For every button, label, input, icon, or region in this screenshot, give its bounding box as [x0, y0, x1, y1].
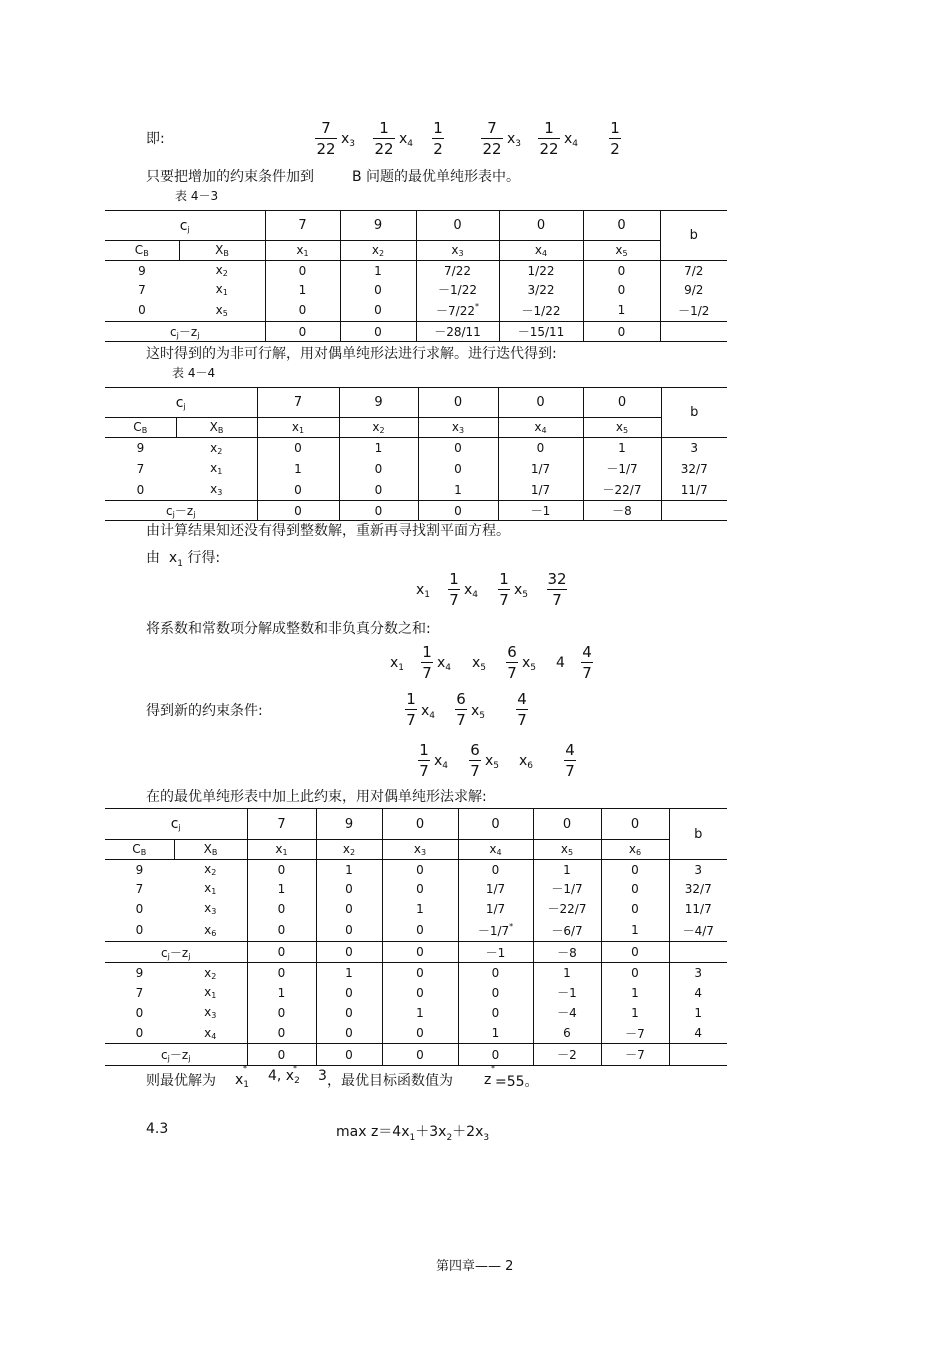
table-row: 7 $x_1$ 1 0 0 0 －1 1 4	[135, 985, 703, 1000]
table-row: 7 $x_1$ 1 0 0 1/7 －1/7 0 32/7	[135, 881, 712, 896]
var-header: $x_3$	[416, 241, 499, 261]
table-row: 0 $x_4$ 0 0 0 1 6 －7 4	[105, 1023, 727, 1044]
cz-row: $c_j-z_j$ 0 0 0 －1 －8	[105, 501, 727, 521]
table-row: 0 $x_6$ 0 0 0 －1/7* －6/7 1 －4/7	[105, 919, 727, 942]
cz-row: $c_j-z_j$ 0 0 0 0 －2 －7	[105, 1044, 727, 1066]
cj-value: 0	[499, 211, 583, 241]
paragraph: 由计算结果知还没有得到整数解，重新再寻找割平面方程。	[146, 523, 510, 539]
intro-line-a: 只要把增加的约束条件加到	[146, 169, 314, 185]
table-row: 7 $x_1$ 1 0 －1/22 3/22 0 9/2	[138, 282, 704, 297]
pivot-star: *	[509, 921, 514, 931]
paragraph: 这时得到的为非可行解，用对偶单纯形法进行求解。进行迭代得到:	[146, 346, 557, 362]
xb-header: $X_B$	[179, 241, 265, 261]
ji-label: 即:	[146, 131, 165, 147]
table-4-3-title: 表 4－3	[175, 189, 219, 203]
simplex-table-4-3	[105, 210, 727, 342]
paragraph: 得到新的约束条件:	[146, 703, 263, 719]
pivot-star: *	[474, 301, 479, 311]
cz-row: $c_j-z_j$ 0 0 0 －1 －8 0	[105, 942, 727, 963]
table-4-4-title: 表 4－4	[172, 366, 216, 380]
problem-number: 4.3	[146, 1121, 169, 1137]
simplex-table-iteration: $c_j$ 7 9 0 0 0 0 b $C_B$ $X_B$ $x_1$ $x_2$ $x_3$ $x_4$ $x_5$ $x_6$ 9 $x_2$ 0 1 0 0 1 0 3 7 $x_1$ 1 0 0 1/7 －1/7 0 32/7 0 $x_3$ 0 0 1 1/7 －22/7 0 11/7 0 $x_6$ 0 0 0 －1/7* －6/7 1 －4/7 $c_j-z_j$ 0 0 0 －1 －8 0 9 $x_2$ 0 1 0 0 1 0 3 7 $x_1$ 1 0 0 0 －1 1 4 0 $x_3$ 0 0 1 0 －4 1 1 0 $x_4$ 0 0 0 1 6 －7 4 $c_j-z_j$ 0 0 0 0 －2 －7	[105, 808, 727, 1066]
cb-header: $C_B$	[105, 241, 179, 261]
table-row: 0 $x_3$ 0 0 1 1/7 －22/7 11/7	[105, 479, 727, 501]
table-row: 0 $x_5$ 0 0 －7/22* －1/22 1 －1/2	[105, 299, 727, 322]
simplex-table-4-4: $c_j$ 7 9 0 0 0 b $C_B$ $X_B$ $x_1$ $x_2$ $x_3$ $x_4$ $x_5$ 9 $x_2$ 0 1 0 0 1 3 7 $x_1$ 1 0 0 1/7 －1/7 32/7 0 $x_3$ 0 0 1 1/7 －22/7 11/7 $c_j-z_j$ 0 0 0 －1 －8	[105, 387, 727, 521]
var-header: $x_4$	[499, 241, 583, 261]
cz-row: $c_j-z_j$ 0 0 －28/11 －15/11 0	[105, 322, 727, 342]
table-row: 9 $x_2$ 0 1 7/22 1/22 0 7/2	[105, 261, 727, 281]
var-header: $x_2$	[340, 241, 416, 261]
var-header: $x_1$	[265, 241, 340, 261]
table-row: 9 $x_2$ 0 1 0 0 1 0 3	[105, 963, 727, 984]
table-row: 9 $x_2$ 0 1 0 0 1 0 3	[105, 860, 727, 880]
cj-value: 0	[416, 211, 499, 241]
table-row: 0 $x_3$ 0 0 1 0 －4 1 1	[105, 1002, 727, 1023]
paragraph-row: 由 $x_1$ 行得:	[146, 550, 221, 569]
paragraph: 将系数和常数项分解成整数和非负真分数之和:	[146, 621, 431, 637]
objective-function: $\max z=4x_1+3x_2+2x_3$	[336, 1124, 490, 1143]
paragraph: 在的最优单纯形表中加上此约束，用对偶单纯形法求解:	[146, 789, 487, 805]
page-footer: 第四章—— 2	[436, 1259, 514, 1274]
table-row: 7 $x_1$ 1 0 0 1/7 －1/7 32/7	[105, 458, 727, 479]
cj-value: 7	[265, 211, 340, 241]
intro-line-b: B 问题的最优单纯形表中。	[352, 169, 521, 185]
cj-header: $c_j$	[105, 211, 265, 241]
var-header: $x_5$	[583, 241, 660, 261]
cj-value: 0	[583, 211, 660, 241]
b-header: b	[660, 211, 727, 261]
cj-value: 9	[340, 211, 416, 241]
table-row: 9 $x_2$ 0 1 0 0 1 3	[105, 438, 727, 459]
table-row: 0 $x_3$ 0 0 1 1/7 －22/7 0 11/7	[105, 898, 727, 919]
